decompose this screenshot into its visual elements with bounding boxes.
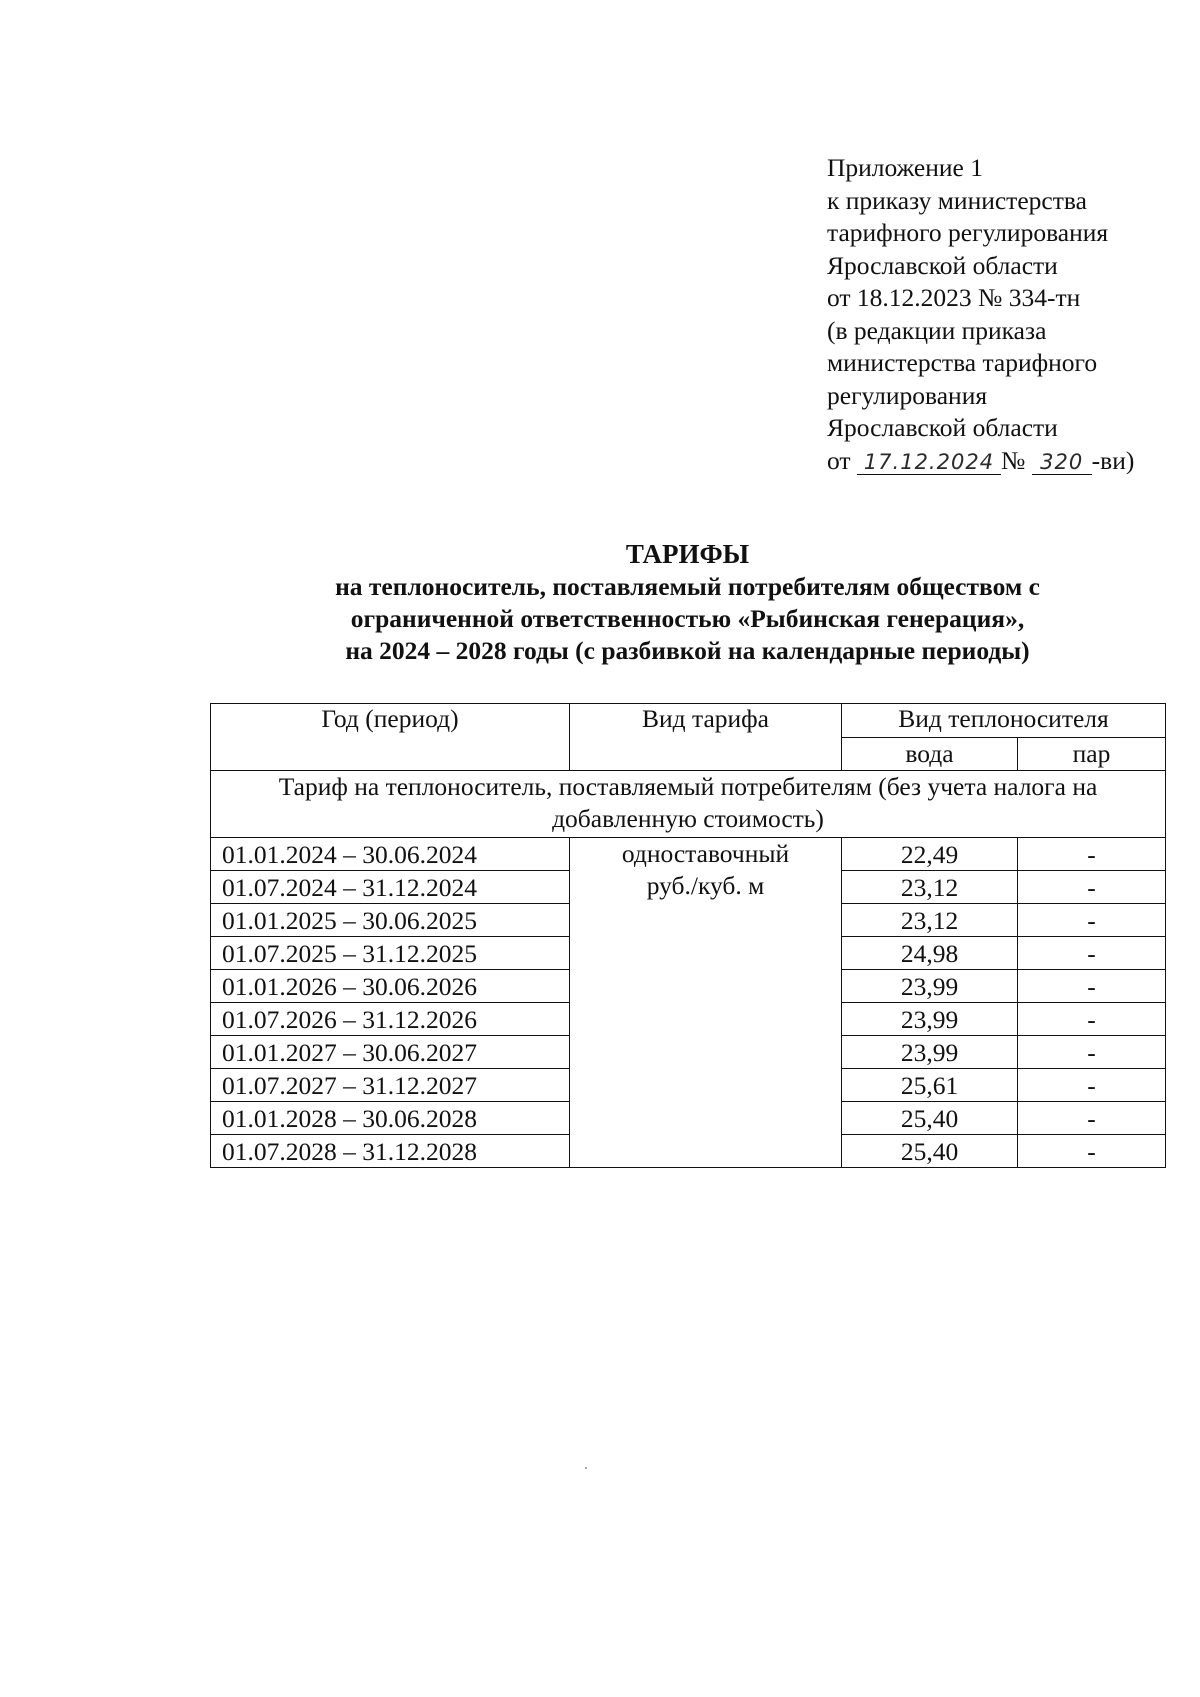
header-period: Год (период) [211,704,570,771]
steam-value-cell: - [1018,904,1166,937]
appendix-line: от 18.12.2023 № 334-тн [827,283,1081,312]
appendix-amendment-line [827,445,1134,478]
steam-value-cell: - [1018,1102,1166,1135]
handwritten-date: 17.12.2024 [857,450,1001,475]
period-cell: 01.07.2025 – 31.12.2025 [211,937,570,970]
period-cell: 01.07.2028 – 31.12.2028 [211,1135,570,1168]
steam-value-cell: - [1018,1003,1166,1036]
header-water: вода [842,738,1018,771]
period-cell: 01.07.2027 – 31.12.2027 [211,1069,570,1102]
period-cell: 01.01.2024 – 30.06.2024 [211,838,570,871]
period-cell: 01.01.2028 – 30.06.2028 [211,1102,570,1135]
steam-value-cell: - [1018,838,1166,871]
steam-value-cell: - [1018,1036,1166,1069]
document-title-block [200,537,1175,667]
appendix-line: (в редакции приказа [827,315,1047,345]
water-value-cell: 23,12 [842,904,1018,937]
steam-value-cell: - [1018,1135,1166,1168]
appendix-line: Ярославской области [827,250,1058,280]
tariffs-table [210,703,1166,1168]
water-value-cell: 23,99 [842,970,1018,1003]
water-value-cell: 23,99 [842,1003,1018,1036]
handwritten-number: 320 [1032,450,1092,475]
appendix-prefix: от [827,445,851,475]
appendix-line: министерства тарифного [827,348,1098,377]
period-cell: 01.01.2026 – 30.06.2026 [211,970,570,1003]
appendix-line: Ярославской области [827,413,1058,442]
steam-value-cell: - [1018,937,1166,970]
appendix-line: Приложение 1 [827,153,983,182]
header-carrier: Вид теплоносителя [842,704,1166,738]
steam-value-cell: - [1018,871,1166,904]
appendix-line: тарифного регулирования [827,218,1109,247]
steam-value-cell: - [1018,1069,1166,1102]
scan-artifact [585,1467,587,1469]
appendix-block [827,152,1134,477]
steam-value-cell: - [1018,970,1166,1003]
period-cell: 01.07.2024 – 31.12.2024 [211,871,570,904]
appendix-line: регулирования [827,380,988,410]
water-value-cell: 25,40 [842,1135,1018,1168]
number-sign: № [1000,445,1026,475]
subtitle-line: на теплоноситель, поставляемый потребителям обществом с [335,572,1040,601]
water-value-cell: 25,61 [842,1069,1018,1102]
tariff-type-cell [570,838,842,1168]
water-value-cell: 23,99 [842,1036,1018,1069]
subtitle-line: на 2024 – 2028 годы (с разбивкой на календарные периоды) [345,636,1030,665]
subtitle-line: ограниченной ответственностью «Рыбинская генерация», [350,604,1025,633]
appendix-line: к приказу министерства [827,185,1087,215]
tariff-type-line: руб./куб. м [646,871,765,900]
period-cell: 01.07.2026 – 31.12.2026 [211,1003,570,1036]
header-steam: пар [1018,738,1166,771]
water-value-cell: 25,40 [842,1102,1018,1135]
appendix-suffix: -ви) [1091,445,1135,475]
water-value-cell: 23,12 [842,871,1018,904]
water-value-cell: 24,98 [842,937,1018,970]
document-subtitle [200,571,1175,667]
tariff-type-line: одноставочный [621,839,790,868]
period-cell: 01.01.2027 – 30.06.2027 [211,1036,570,1069]
document-title: ТАРИФЫ [625,539,750,569]
water-value-cell: 22,49 [842,838,1018,871]
table-row [211,838,1166,871]
section-title-row: Тариф на теплоноситель, поставляемый потребителям (без учета налога на добавленную стоимость) [211,771,1166,838]
header-tariff-type: Вид тарифа [570,704,842,771]
period-cell: 01.01.2025 – 30.06.2025 [211,904,570,937]
